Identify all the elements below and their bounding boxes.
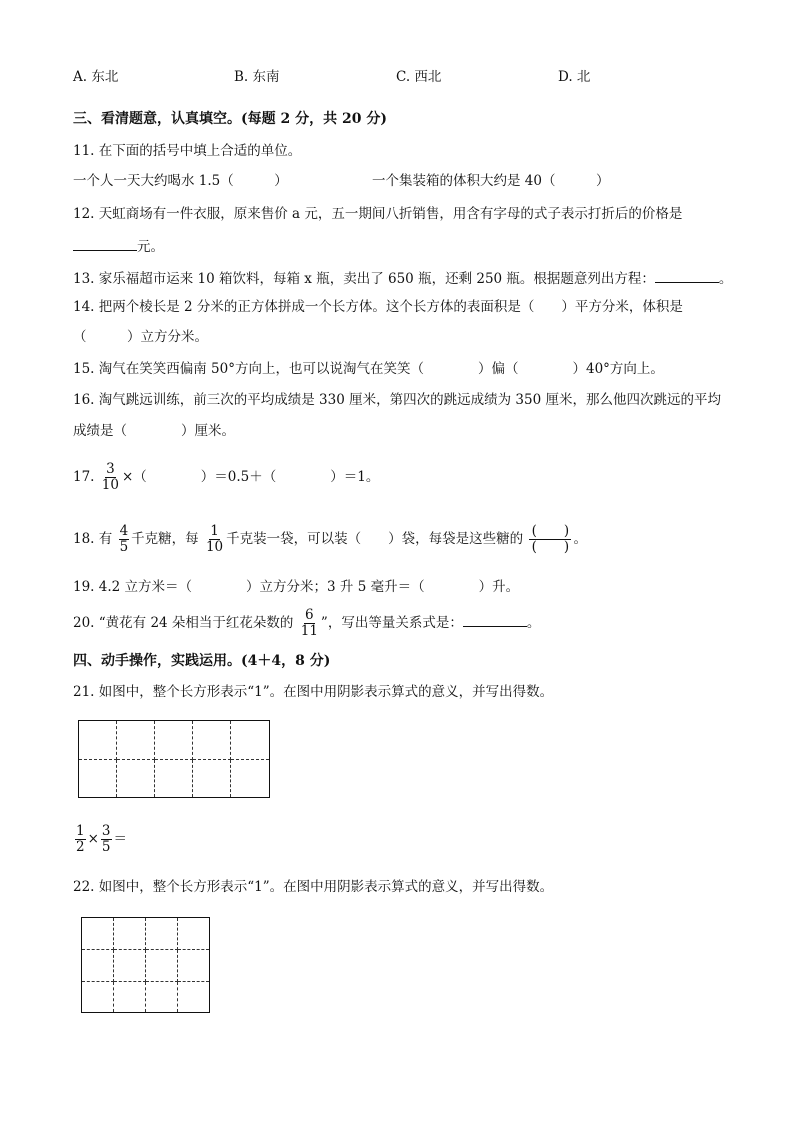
grid-cell[interactable] [146,950,178,982]
grid-cell[interactable] [79,721,117,760]
q12-line2: 元。 [73,236,164,256]
q16-text: 16. 淘气跳远训练，前三次的平均成绩是 330 厘米，第四次的跳远成绩为 350 厘米，那么他四次跳远的平均 [73,392,721,408]
grid-cell[interactable] [146,982,178,1012]
answer-blank[interactable] [655,268,719,283]
q16-line2: 成绩是（ ）厘米。 [73,423,235,439]
option-d: D. 北 [558,69,591,85]
grid-cell[interactable] [79,760,117,797]
fraction: $\frac{6}{11}$ [300,607,318,639]
grid-cell[interactable] [117,721,155,760]
answer-blank[interactable] [73,236,137,251]
grid-cell[interactable] [114,918,146,950]
q22-rectangle-grid[interactable] [81,917,210,1013]
grid-cell[interactable] [178,982,209,1012]
fraction: $\frac{4}{5}$ [119,523,129,555]
grid-cell[interactable] [114,982,146,1012]
q13-text: 13. 家乐福超市运来 10 箱饮料，每箱 x 瓶，卖出了 650 瓶，还剩 250 瓶。根据题意列出方程： 。 [73,268,732,288]
grid-cell[interactable] [178,918,209,950]
grid-cell[interactable] [155,760,193,797]
q14-line2: （ ）立方分米。 [73,329,208,345]
option-c: C. 西北 [396,69,442,85]
q20-text: 20. “黄花有 24 朵相当于红花朵数的 $\frac{6}{11}$ ”，写出等量关系式是： 。 [73,607,541,639]
grid-cell[interactable] [155,721,193,760]
grid-cell[interactable] [82,982,114,1012]
grid-cell[interactable] [82,950,114,982]
answer-fraction[interactable]: $\frac{( )}{( )}$ [529,524,571,555]
grid-cell[interactable] [146,918,178,950]
q21-text: 21. 如图中，整个长方形表示“1”。在图中用阴影表示算式的意义，并写出得数。 [73,684,554,700]
section-4-title: 四、动手操作，实践运用。(4＋4，8 分) [73,653,331,669]
grid-cell[interactable] [193,760,231,797]
grid-cell[interactable] [193,721,231,760]
fraction: $\frac{3}{5}$ [101,823,111,855]
answer-blank[interactable] [463,612,527,627]
grid-cell[interactable] [231,721,269,760]
section-3-title: 三、看清题意，认真填空。(每题 2 分，共 20 分) [73,111,387,127]
q14-text: 14. 把两个棱长是 2 分米的正方体拼成一个长方体。这个长方体的表面积是（ ）平方分米，体积是 [73,299,683,315]
grid-cell[interactable] [178,950,209,982]
q11-text: 11. 在下面的括号中填上合适的单位。 [73,143,302,159]
grid-cell[interactable] [114,950,146,982]
q11-right: 一个集装箱的体积大约是 40（ ） [372,173,610,189]
q19-text: 19. 4.2 立方米＝（ ）立方分米；3 升 5 毫升＝（ ）升。 [73,579,520,595]
q21-expression: $\frac{1}{2}$ × $\frac{3}{5}$ ＝ [76,823,127,855]
option-a: A. 东北 [73,69,119,85]
q11-left: 一个人一天大约喝水 1.5（ ） [73,173,288,189]
option-b: B. 东南 [234,69,280,85]
grid-cell[interactable] [82,918,114,950]
grid-cell[interactable] [117,760,155,797]
q18-text: 18. 有 $\frac{4}{5}$ 千克糖，每 $\frac{1}{10}$ 千克装一袋，可以装（ ）袋，每袋是这些糖的 $\frac{( )}{( )}$ 。 [73,523,587,555]
fraction: $\frac{3}{10}$ [101,461,119,493]
q22-text: 22. 如图中，整个长方形表示“1”。在图中用阴影表示算式的意义，并写出得数。 [73,879,554,895]
q21-rectangle-grid[interactable] [78,720,270,798]
q15-text: 15. 淘气在笑笑西偏南 50°方向上，也可以说淘气在笑笑（ ）偏（ ）40°方向上。 [73,361,664,377]
fraction: $\frac{1}{2}$ [76,823,85,855]
q17-text: 17. $\frac{3}{10}$ ×（ ）＝0.5＋（ ）＝1。 [73,461,380,493]
grid-cell[interactable] [231,760,269,797]
fraction: $\frac{1}{10}$ [205,523,224,555]
q12-text: 12. 天虹商场有一件衣服，原来售价 a 元，五一期间八折销售，用含有字母的式子表示打折后的价格是 [73,206,683,222]
